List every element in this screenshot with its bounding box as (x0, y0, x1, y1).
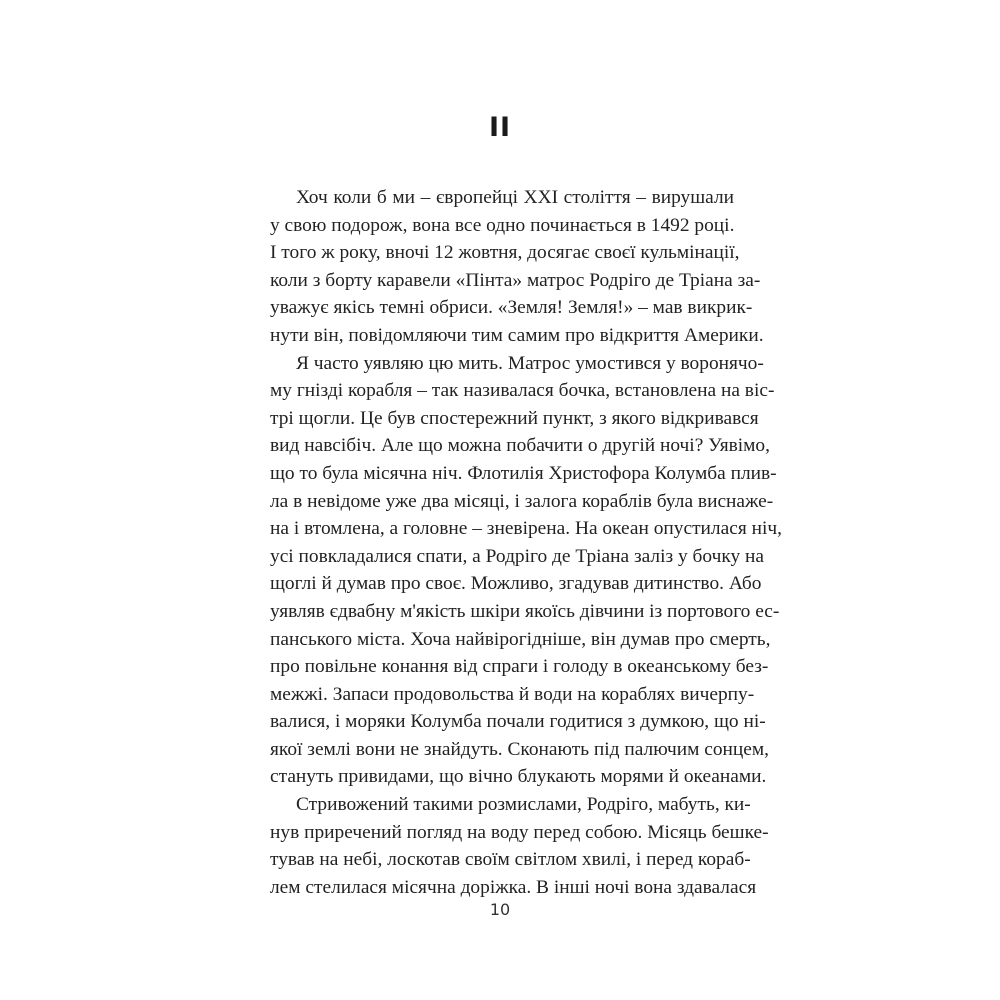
text-line: щоглі й думав про своє. Можливо, згадував дитинство. Або (270, 573, 762, 595)
text-line: вид навсібіч. Але що можна побачити о другій ночі? Уявімо, (270, 435, 770, 457)
text-line: уважує якісь темні обриси. «Земля! Земля!» – мав викрик- (270, 297, 753, 319)
text-line: І того ж року, вночі 12 жовтня, досягає своєї кульмінації, (270, 242, 740, 264)
text-line: про повільне конання від спраги і голоду в океанському без- (270, 656, 769, 678)
text-line: що то була місячна ніч. Флотилія Христофора Колумба плив- (270, 462, 777, 484)
text-line: межжі. Запаси продовольства й води на кораблях вичерпу- (270, 683, 755, 705)
text-line: на і втомлена, а головне – зневірена. На океан опустилася ніч, (270, 518, 782, 540)
text-line: у свою подорож, вона все одно починається в 1492 році. (270, 214, 735, 236)
text-line: уявляв єдвабну м'якість шкіри якоїсь дівчини із портового ес- (270, 600, 780, 622)
text-line: трі щогли. Це був спостережний пункт, з якого відкривався (270, 407, 759, 429)
page-number: 10 (489, 900, 511, 919)
body-text (270, 184, 782, 901)
text-line: валися, і моряки Колумба почали годитися з думкою, що ні- (270, 711, 766, 733)
text-line: Я часто уявляю цю мить. Матрос умостився у воронячо- (296, 352, 764, 374)
text-line: лем стелилася місячна доріжка. В інші ночі вона здавалася (270, 876, 757, 898)
text-line: якої землі вони не знайдуть. Сконають під палючим сонцем, (270, 738, 770, 760)
text-line: коли з борту каравели «Пінта» матрос Родріго де Тріана за- (270, 269, 761, 291)
text-line: стануть привидами, що вічно блукають морями й океанами. (270, 766, 767, 788)
text-line: ла в невідоме уже два місяці, і залога кораблів була виснаже- (270, 490, 774, 512)
text-line: тував на небі, лоскотав своїм світлом хвилі, і перед кораб- (270, 849, 751, 871)
chapter-heading: II (488, 112, 512, 143)
text-line: нути він, повідомляючи тим самим про відкриття Америки. (270, 324, 764, 346)
text-line: му гнізді корабля – так називалася бочка, встановлена на віс- (270, 380, 775, 402)
text-line: Хоч коли б ми – європейці XXI століття – вирушали (296, 187, 734, 208)
text-line: панського міста. Хоча найвірогідніше, він думав про смерть, (270, 628, 771, 650)
text-line: нув приречений погляд на воду перед собою. Місяць бешке- (270, 821, 769, 843)
text-line: усі повкладалися спати, а Родріго де Тріана заліз у бочку на (270, 545, 765, 567)
text-line: Стривожений такими розмислами, Родріго, мабуть, ки- (296, 794, 751, 816)
